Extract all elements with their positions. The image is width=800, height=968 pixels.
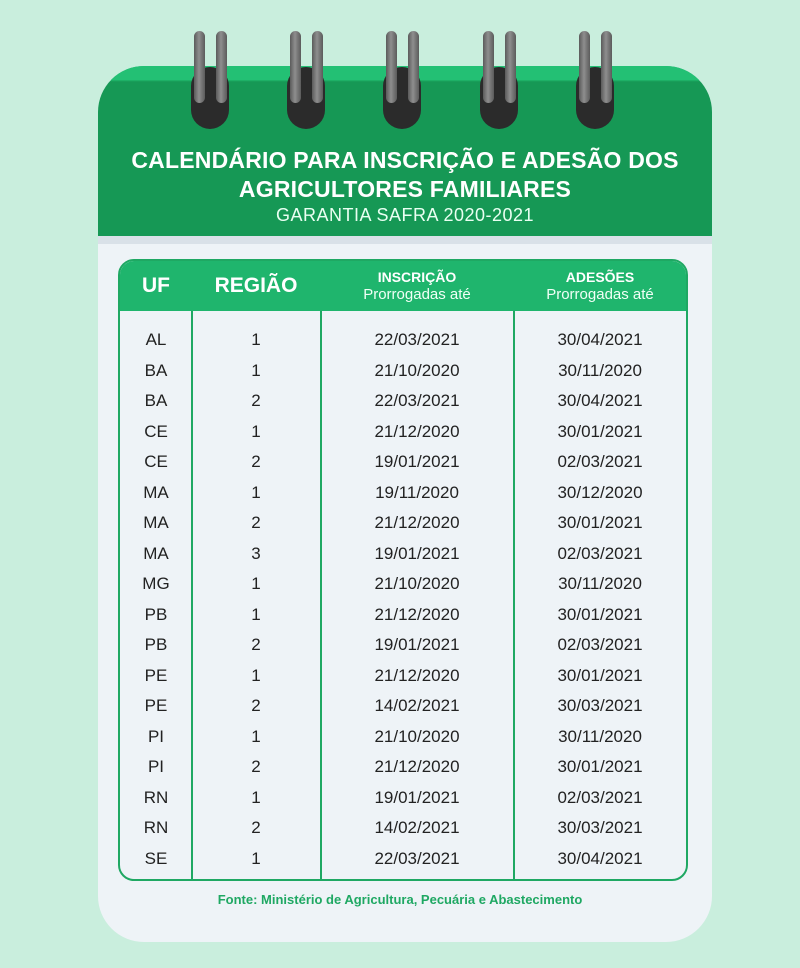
cell-uf: PE (144, 665, 168, 685)
table-row (120, 691, 686, 722)
cell-inscricao: 19/11/2020 (375, 482, 459, 502)
table-row (120, 600, 686, 631)
table-header (120, 261, 686, 311)
table-row (120, 752, 686, 783)
ring-icon (505, 31, 516, 103)
ring-icon (386, 31, 397, 103)
table-row (120, 630, 686, 661)
cell-uf: SE (144, 848, 168, 868)
cell-inscricao: 22/03/2021 (374, 848, 460, 868)
cell-adesoes: 30/03/2021 (557, 818, 643, 837)
cell-regiao: 3 (251, 543, 261, 563)
cell-uf: BA (144, 360, 168, 380)
cell-adesoes: 30/11/2020 (558, 726, 642, 746)
cell-regiao: 1 (251, 421, 261, 441)
column-inscricao-title: INSCRIÇÃO (377, 268, 457, 285)
cell-inscricao: 19/01/2021 (374, 543, 460, 563)
cell-uf: AL (145, 330, 167, 349)
cell-adesoes: 30/01/2021 (557, 757, 643, 776)
table-row (120, 783, 686, 814)
cell-uf: RN (143, 818, 169, 837)
cell-regiao: 2 (251, 391, 261, 410)
cell-uf: MA (143, 543, 169, 563)
cell-regiao: 1 (251, 604, 261, 624)
schedule-table (118, 259, 688, 881)
cell-inscricao: 21/12/2020 (374, 604, 460, 624)
cell-uf: CE (144, 421, 168, 441)
table-row (120, 539, 686, 570)
cell-inscricao: 21/10/2020 (374, 574, 460, 593)
cell-inscricao: 22/03/2021 (374, 330, 460, 349)
ring-icon (290, 31, 301, 103)
cell-regiao: 2 (251, 696, 261, 715)
cell-adesoes: 30/01/2021 (557, 421, 643, 441)
cell-adesoes: 02/03/2021 (557, 787, 643, 807)
cell-adesoes: 02/03/2021 (557, 452, 643, 471)
cell-adesoes: 30/04/2021 (557, 848, 643, 868)
column-header-inscricao (320, 261, 514, 311)
table-row (120, 508, 686, 539)
cell-adesoes: 30/12/2020 (557, 482, 643, 502)
ring-icon (312, 31, 323, 103)
cell-uf: MA (143, 482, 169, 502)
cell-regiao: 1 (251, 787, 261, 807)
cell-uf: CE (144, 452, 168, 471)
page-title (98, 146, 712, 204)
cell-inscricao: 21/12/2020 (374, 421, 460, 441)
title-line-2: AGRICULTORES FAMILIARES (238, 176, 572, 202)
ring-icon (194, 31, 205, 103)
cell-uf: RN (143, 787, 169, 807)
cell-adesoes: 30/01/2021 (557, 513, 643, 532)
cell-regiao: 1 (251, 665, 261, 685)
cell-inscricao: 19/01/2021 (374, 635, 460, 654)
table-row (120, 661, 686, 692)
ring-icon (579, 31, 590, 103)
column-header-adesoes (514, 261, 686, 311)
table-row (120, 844, 686, 875)
ring-icon (483, 31, 494, 103)
cell-inscricao: 21/12/2020 (374, 757, 460, 776)
column-adesoes-title: ADESÕES (565, 268, 635, 285)
column-header-regiao (192, 261, 320, 311)
cell-adesoes: 30/01/2021 (557, 604, 643, 624)
cell-adesoes: 30/04/2021 (557, 330, 643, 349)
cell-adesoes: 02/03/2021 (557, 543, 643, 563)
cell-adesoes: 02/03/2021 (557, 635, 643, 654)
table-row (120, 722, 686, 753)
cell-regiao: 2 (251, 452, 261, 471)
cell-inscricao: 21/10/2020 (374, 726, 460, 746)
cell-regiao: 1 (251, 360, 261, 380)
cell-inscricao: 22/03/2021 (374, 391, 460, 410)
table-row (120, 478, 686, 509)
table-row (120, 569, 686, 600)
cell-uf: PI (147, 726, 165, 746)
cell-adesoes: 30/01/2021 (557, 665, 643, 685)
ring-icon (408, 31, 419, 103)
column-inscricao-sub: Prorrogadas até (363, 285, 471, 303)
cell-adesoes: 30/04/2021 (557, 391, 643, 410)
cell-inscricao: 14/02/2021 (374, 818, 460, 837)
cell-uf: PB (144, 604, 168, 624)
cell-adesoes: 30/11/2020 (558, 360, 642, 380)
cell-uf: BA (144, 391, 168, 410)
cell-regiao: 2 (251, 635, 261, 654)
cell-adesoes: 30/11/2020 (558, 574, 642, 593)
table-row (120, 813, 686, 844)
column-adesoes-sub: Prorrogadas até (546, 285, 654, 303)
table-body (120, 325, 686, 874)
source-note: Fonte: Ministério de Agricultura, Pecuária e Abastecimento (217, 892, 583, 907)
title-line-1: CALENDÁRIO PARA INSCRIÇÃO E ADESÃO DOS (131, 147, 679, 173)
cell-regiao: 1 (251, 726, 261, 746)
table-row (120, 325, 686, 356)
cell-regiao: 2 (251, 757, 261, 776)
cell-adesoes: 30/03/2021 (557, 696, 643, 715)
cell-regiao: 2 (251, 818, 261, 837)
cell-regiao: 2 (251, 513, 261, 532)
cell-regiao: 1 (251, 574, 261, 593)
table-row (120, 417, 686, 448)
ring-icon (601, 31, 612, 103)
cell-uf: MG (142, 574, 170, 593)
cell-uf: PI (147, 757, 165, 776)
column-header-uf (120, 261, 192, 311)
cell-regiao: 1 (251, 330, 261, 349)
cell-regiao: 1 (251, 848, 261, 868)
table-row (120, 356, 686, 387)
cell-inscricao: 21/12/2020 (374, 513, 460, 532)
table-row (120, 447, 686, 478)
header-shadow (98, 236, 712, 244)
cell-uf: PE (144, 696, 168, 715)
cell-inscricao: 19/01/2021 (374, 787, 460, 807)
cell-uf: PB (144, 635, 168, 654)
column-regiao-label: REGIÃO (214, 274, 298, 297)
cell-inscricao: 19/01/2021 (374, 452, 460, 471)
column-uf-label: UF (142, 274, 170, 297)
cell-inscricao: 21/12/2020 (374, 665, 460, 685)
page-subtitle: GARANTIA SAFRA 2020-2021 (275, 205, 535, 225)
cell-regiao: 1 (251, 482, 261, 502)
table-row (120, 386, 686, 417)
cell-inscricao: 21/10/2020 (374, 360, 460, 380)
cell-inscricao: 14/02/2021 (374, 696, 460, 715)
ring-icon (216, 31, 227, 103)
cell-uf: MA (143, 513, 169, 532)
